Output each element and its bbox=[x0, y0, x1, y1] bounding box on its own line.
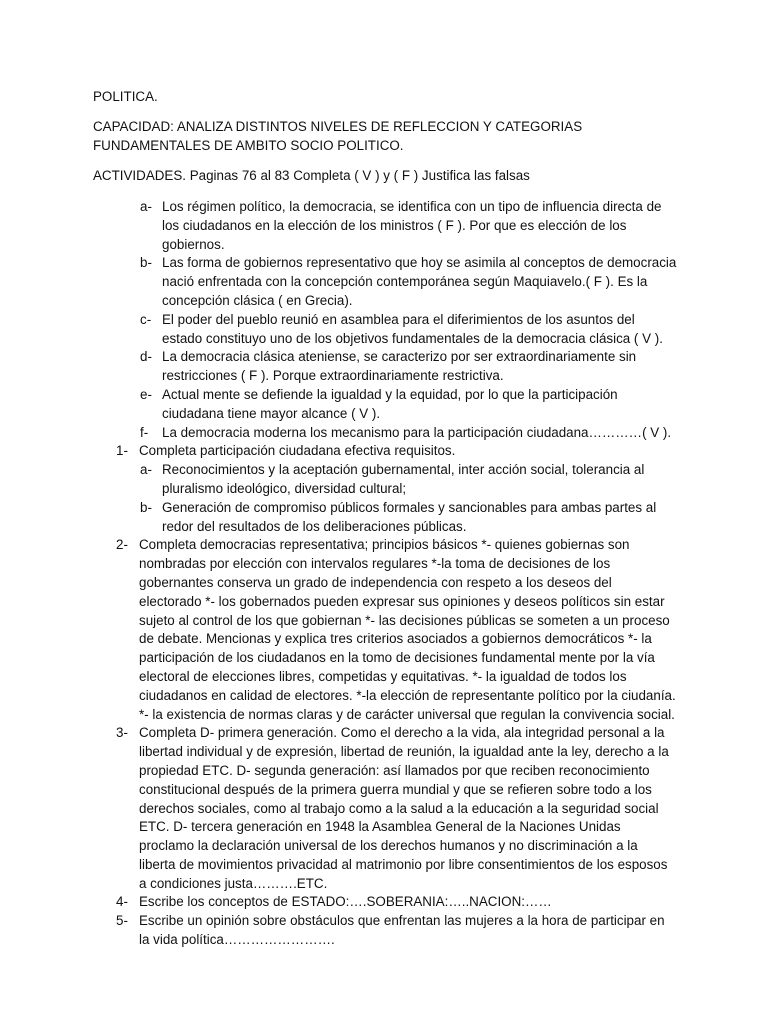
list-item-3 bbox=[0, 724, 677, 893]
list-item-1 bbox=[0, 442, 677, 461]
list-marker: a- bbox=[140, 462, 152, 478]
activity-list bbox=[0, 198, 768, 950]
list-item-vf-c bbox=[0, 311, 677, 349]
list-item-text: Completa D- primera generación. Como el derecho a la vida, ala integridad personal a la libertad individual y de expresión, libertad de reunión, la igualdad ante la ley, derecho a la propiedad ETC. D- segunda generación: así llamados por que reciben reconocimiento constitucional después de la primera guerra mundial y que se refieren sobre todo a los derechos sociales, como al trabajo como a la salud a la educación a la seguridad social ETC. D- tercera generación en 1948 la Asamblea General de la Naciones Unidas proclamo la declaración universal de los derechos humanos y no discriminación a la liberta de movimientos privacidad al matrimonio por libre consentimientos de los esposos a condiciones justa……….ETC. bbox=[139, 725, 669, 891]
list-item-text: Reconocimientos y la aceptación gubernamental, inter acción social, tolerancia al pluralismo ideológico, diversidad cultural; bbox=[162, 462, 645, 496]
list-item-4 bbox=[0, 893, 677, 912]
list-item-text: La democracia moderna los mecanismo para la participación ciudadana…………( V ). bbox=[162, 424, 672, 440]
list-marker: 1- bbox=[116, 443, 128, 459]
list-item-vf-f bbox=[0, 424, 677, 443]
list-marker: 5- bbox=[116, 913, 128, 929]
list-item-text: Las forma de gobiernos representativo que hoy se asimila al conceptos de democracia nació enfrentada con la concepción contemporánea según Maquiavelo.( F ). Es la concepción clásica ( en Grecia). bbox=[162, 255, 677, 308]
list-item-vf-e bbox=[0, 386, 677, 424]
list-marker: a- bbox=[140, 199, 152, 214]
list-item-text: El poder del pueblo reunió en asamblea para el diferimientos de los asuntos del estado constituyo uno de los objetivos fundamentales de la democracia clásica ( V ). bbox=[162, 311, 663, 346]
list-item-1-a bbox=[0, 461, 677, 499]
list-marker: b- bbox=[140, 499, 152, 515]
list-item-5 bbox=[0, 912, 677, 950]
list-item-vf-a bbox=[0, 198, 677, 254]
list-item-vf-b bbox=[0, 254, 677, 310]
list-marker: 2- bbox=[116, 537, 128, 553]
list-item-text: Actual mente se defiende la igualdad y la equidad, por lo que la participación ciudadana tiene mayor alcance ( V ). bbox=[162, 386, 618, 421]
document-title: POLITICA. bbox=[93, 89, 158, 104]
list-item-1-b bbox=[0, 499, 677, 537]
list-item-vf-d bbox=[0, 348, 677, 386]
list-item-text: Generación de compromiso públicos formales y sancionables para ambas partes al redor del resultados de los deliberaciones públicas. bbox=[162, 499, 657, 534]
list-item-text: Escribe un opinión sobre obstáculos que enfrentan las mujeres a la hora de participar en la vida política……………………. bbox=[139, 913, 665, 948]
list-item-2 bbox=[0, 536, 677, 724]
capacity-statement: CAPACIDAD: ANALIZA DISTINTOS NIVELES DE REFLECCION Y CATEGORIAS FUNDAMENTALES DE AMBITO SOCIO POLITICO. bbox=[93, 119, 583, 153]
list-item-text: Escribe los conceptos de ESTADO:….SOBERANIA:…..NACION:…… bbox=[139, 894, 552, 910]
list-item-text: Los régimen político, la democracia, se identifica con un tipo de influencia directa de los ciudadanos en la elección de los ministros ( F ). Por que es elección de los gobiernos. bbox=[162, 199, 662, 252]
list-marker: 3- bbox=[116, 725, 128, 741]
list-marker: e- bbox=[140, 386, 152, 402]
list-marker: c- bbox=[140, 311, 152, 327]
list-item-text: Completa participación ciudadana efectiva requisitos. bbox=[139, 443, 456, 459]
list-marker: 4- bbox=[116, 894, 128, 910]
list-item-text: Completa democracias representativa; principios básicos *- quienes gobiernas son nombradas por elección con intervalos regulares *-la toma de decisiones de los gobernantes conserva un grado de independencia con respeto a los deseos del electorado *- los gobernados pueden expresar sus opiniones y deseos políticos sin estar sujeto al control de los que gobiernan *- las decisiones públicas se someten a un proceso de debate. Mencionas y explica tres criterios asociados a gobiernos democráticos *- la participación de los ciudadanos en la tomo de decisiones fundamental mente por la vía electoral de elecciones libres, competidas y equitativas. *- la igualdad de todos los ciudadanos en calidad de electores. *-la elección de representante político por la ciudanía. *- la existencia de normas claras y de carácter universal que regulan la convivencia social. bbox=[139, 537, 676, 722]
activities-instruction: ACTIVIDADES. Paginas 76 al 83 Completa ( V ) y ( F ) Justifica las falsas bbox=[93, 168, 530, 183]
list-item-text: La democracia clásica ateniense, se caracterizo por ser extraordinariamente sin restricciones ( F ). Porque extraordinariamente restrictiva. bbox=[162, 349, 637, 384]
list-marker: b- bbox=[140, 255, 152, 271]
list-marker: f- bbox=[140, 424, 149, 440]
list-marker: d- bbox=[140, 349, 152, 365]
